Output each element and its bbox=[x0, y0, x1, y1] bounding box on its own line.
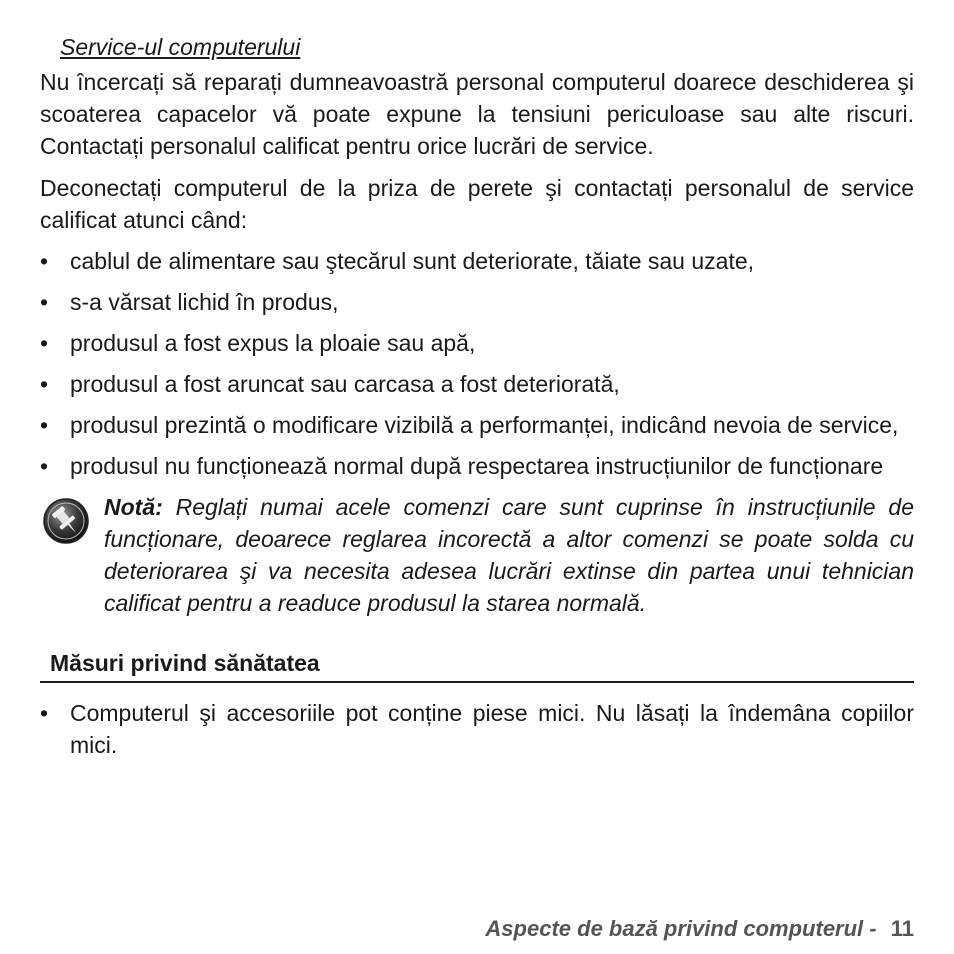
health-measures-list bbox=[40, 697, 914, 761]
bullet-glyph: • bbox=[40, 330, 49, 356]
list-item-text: produsul prezintă o modificare vizibilă a performanței, indicând nevoia de service, bbox=[70, 412, 899, 438]
service-conditions-list bbox=[40, 245, 914, 482]
page-footer bbox=[485, 914, 914, 944]
list-item-text: Computerul şi accesoriile pot conține piese mici. Nu lăsați la îndemâna copiilor mici. bbox=[70, 700, 914, 758]
note-block bbox=[40, 491, 914, 619]
pushpin-note-icon bbox=[42, 497, 90, 545]
note-text: Reglați numai acele comenzi care sunt cuprinse în instrucțiunile de funcționare, deoarece reglarea incorectă a altor comenzi se poate solda cu deteriorarea şi va necesita adesea lucrări extinse din partea unui tehnician calificat pentru a readuce produsul la starea normală. bbox=[104, 494, 914, 616]
subheading: Service-ul computerului bbox=[60, 34, 301, 60]
list-item bbox=[40, 368, 914, 400]
bullet-glyph: • bbox=[40, 412, 49, 438]
paragraph-disconnect: Deconectați computerul de la priza de perete şi contactați personalul de service calificat atunci când: bbox=[40, 175, 914, 233]
paragraph-service-warning: Nu încercați să reparați dumneavoastră personal computerul doarece deschiderea şi scoaterea capacelor vă poate expune la tensiuni periculoase sau alte riscuri. Contactați personalul calificat pentru orice lucrări de service. bbox=[40, 69, 914, 159]
bullet-glyph: • bbox=[40, 289, 49, 315]
list-item bbox=[40, 450, 914, 482]
list-item-text: produsul a fost expus la ploaie sau apă, bbox=[70, 330, 476, 356]
page-content bbox=[40, 32, 914, 770]
bullet-glyph: • bbox=[40, 700, 49, 726]
list-item-text: cablul de alimentare sau ştecărul sunt deteriorate, tăiate sau uzate, bbox=[70, 248, 755, 274]
page-number: 11 bbox=[890, 916, 914, 941]
list-item-text: produsul a fost aruncat sau carcasa a fost deteriorată, bbox=[70, 371, 620, 397]
note-label: Notă: bbox=[104, 494, 163, 520]
bullet-glyph: • bbox=[40, 453, 49, 479]
list-item bbox=[40, 286, 914, 318]
section-title: Măsuri privind sănătatea bbox=[40, 647, 914, 683]
bullet-glyph: • bbox=[40, 248, 49, 274]
list-item bbox=[40, 245, 914, 277]
footer-title: Aspecte de bază privind computerul - bbox=[485, 916, 883, 941]
list-item-text: s-a vărsat lichid în produs, bbox=[70, 289, 339, 315]
bullet-glyph: • bbox=[40, 371, 49, 397]
list-item-text: produsul nu funcționează normal după respectarea instrucțiunilor de funcționare bbox=[70, 453, 884, 479]
list-item bbox=[40, 409, 914, 441]
list-item bbox=[40, 697, 914, 761]
list-item bbox=[40, 327, 914, 359]
